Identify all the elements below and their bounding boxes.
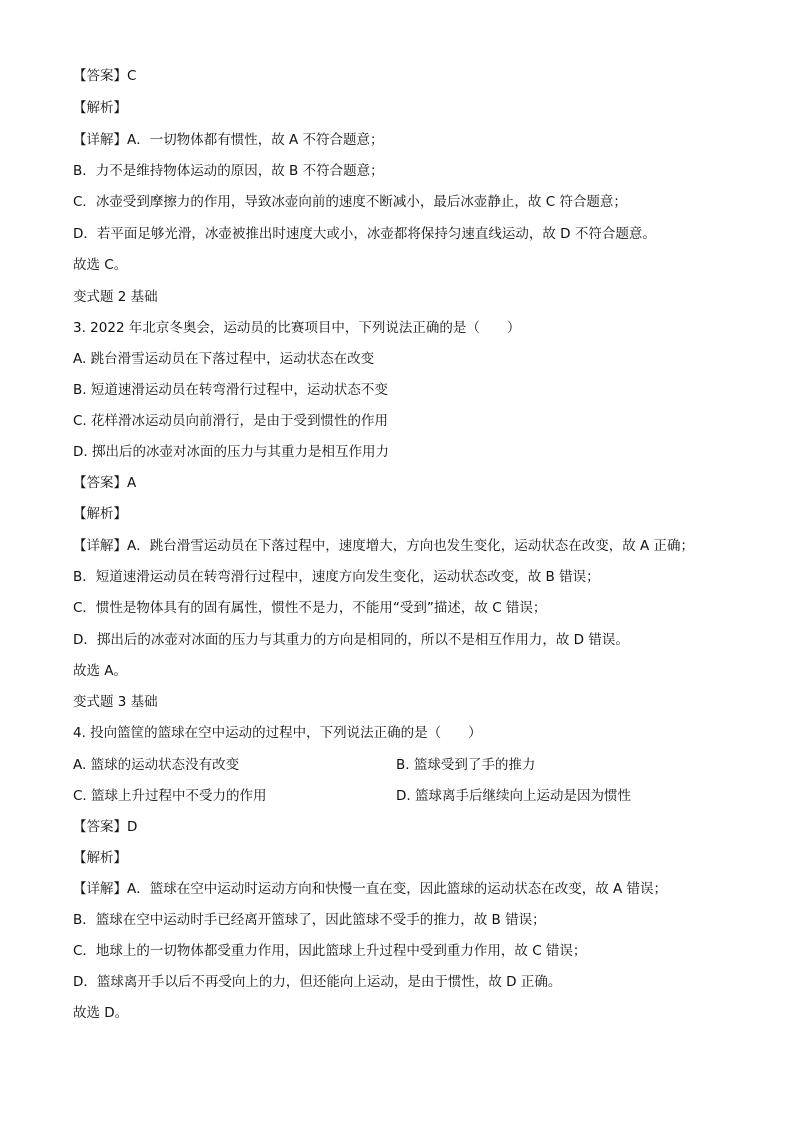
analysis-label-q2: 【解析】 (73, 100, 127, 116)
option-q4-a: A. 篮球的运动状态没有改变 (73, 757, 240, 773)
detail-line-q2-c: C．冰壶受到摩擦力的作用，导致冰壶向前的速度不断减小，最后冰壶静止，故 C 符合题意； (73, 194, 627, 210)
analysis-label-q3: 【解析】 (73, 506, 127, 522)
option-q3-b: B. 短道速滑运动员在转弯滑行过程中，运动状态不变 (73, 382, 388, 398)
answer-label-q4: 【答案】D (73, 819, 138, 835)
option-q4-b: B. 篮球受到了手的推力 (396, 757, 536, 773)
analysis-label-q4: 【解析】 (73, 850, 127, 866)
conclusion-q4: 故选 D。 (73, 1005, 129, 1021)
detail-line-q4-b: B．篮球在空中运动时手已经离开篮球了，因此篮球不受手的推力，故 B 错误； (73, 912, 546, 928)
detail-line-q2-d: D．若平面足够光滑，冰壶被推出时速度大或小，冰壶都将保持匀速直线运动，故 D 不符合题意。 (73, 226, 656, 242)
detail-line-q2-a: 【详解】A．一切物体都有惯性，故 A 不符合题意； (73, 132, 384, 148)
detail-line-q2-b: B．力不是维持物体运动的原因，故 B 不符合题意； (73, 163, 384, 179)
variant-heading-3: 变式题 3 基础 (73, 694, 158, 710)
detail-line-q3-c: C．惯性是物体具有的固有属性，惯性不是力，不能用“受到”描述，故 C 错误； (73, 600, 547, 616)
answer-label-q3: 【答案】A (73, 475, 137, 491)
detail-line-q4-a: 【详解】A．篮球在空中运动时运动方向和快慢一直在变，因此篮球的运动状态在改变，故 A 错误； (73, 881, 668, 897)
question-4: 4. 投向篮筐的篮球在空中运动的过程中，下列说法正确的是（ ） (73, 725, 482, 741)
detail-line-q3-d: D．掷出后的冰壶对冰面的压力与其重力的方向是相同的，所以不是相互作用力，故 D 错误。 (73, 632, 629, 648)
option-q4-d: D. 篮球离手后继续向上运动是因为惯性 (396, 788, 631, 804)
detail-line-q4-d: D．篮球离开手以后不再受向上的力，但还能向上运动，是由于惯性，故 D 正确。 (73, 974, 562, 990)
variant-heading-2: 变式题 2 基础 (73, 289, 158, 305)
answer-label-q2: 【答案】C (73, 68, 137, 84)
option-q3-a: A. 跳台滑雪运动员在下落过程中，运动状态在改变 (73, 351, 375, 367)
option-q3-d: D. 掷出后的冰壶对冰面的压力与其重力是相互作用力 (73, 444, 389, 460)
option-q4-c: C. 篮球上升过程中不受力的作用 (73, 788, 267, 804)
detail-line-q3-b: B．短道速滑运动员在转弯滑行过程中，速度方向发生变化，运动状态改变，故 B 错误； (73, 569, 600, 585)
conclusion-q3: 故选 A。 (73, 663, 128, 679)
conclusion-q2: 故选 C。 (73, 257, 128, 273)
question-3: 3. 2022 年北京冬奥会，运动员的比赛项目中，下列说法正确的是（ ） (73, 320, 521, 336)
option-q3-c: C. 花样滑冰运动员向前滑行，是由于受到惯性的作用 (73, 413, 389, 429)
detail-line-q3-a: 【详解】A．跳台滑雪运动员在下落过程中，速度增大，方向也发生变化，运动状态在改变，故 A 正确； (73, 538, 695, 554)
detail-line-q4-c: C．地球上的一切物体都受重力作用，因此篮球上升过程中受到重力作用，故 C 错误； (73, 943, 587, 959)
